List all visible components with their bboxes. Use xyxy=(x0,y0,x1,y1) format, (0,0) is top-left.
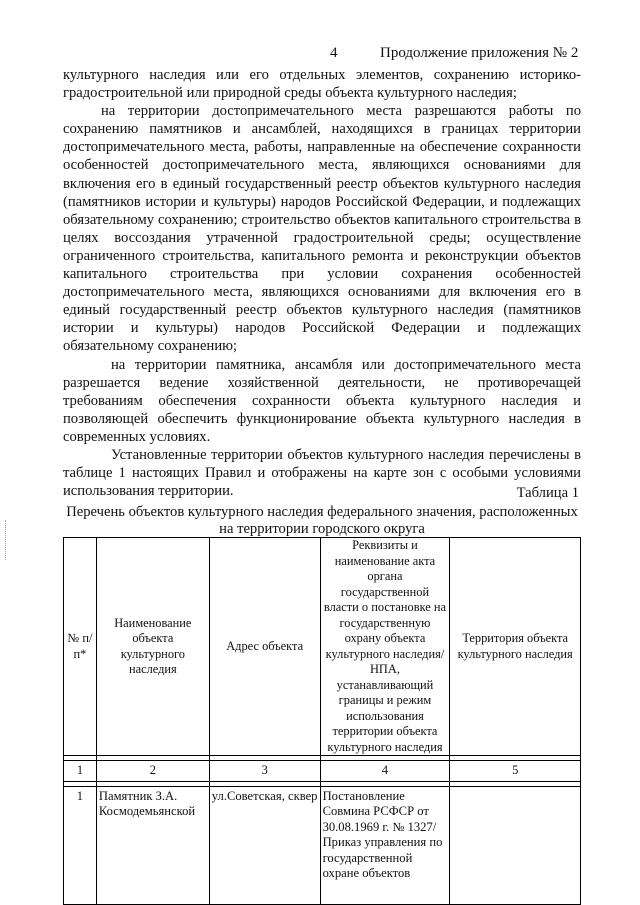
header-cell-act: Реквизиты и наименование акта органа государственной власти о постановке на государственную охрану объекта культурного наследия/ НПА, устанавливающий границы и режим использования территории объекта культурного наследия xyxy=(320,538,450,756)
paragraph-1: культурного наследия или его отдельных элементов, сохранению историко-градостроительной или природной среды объекта культурного наследия; xyxy=(63,67,581,102)
row-number-cell: 1 xyxy=(64,786,97,904)
table-title: Перечень объектов культурного наследия федерального значения, расположенных на территории городского округа xyxy=(66,504,578,537)
column-number: 5 xyxy=(450,761,581,782)
object-act-cell: Постановление Совмина РСФСР от 30.08.1969 г. № 1327/ Приказ управления по государственной охране объектов xyxy=(320,786,450,904)
table-header-row xyxy=(64,538,581,756)
object-territory-cell xyxy=(450,786,581,904)
object-address-cell: ул.Советская, сквер xyxy=(209,786,320,904)
body-text xyxy=(63,66,581,500)
appendix-continuation-label: Продолжение приложения № 2 xyxy=(380,45,579,61)
page-number: 4 xyxy=(330,45,338,61)
table-label: Таблица 1 xyxy=(516,485,579,501)
paragraph-3: на территории памятника, ансамбля или достопримечательного места разрешается ведение хозяйственной деятельности, не противоречащей требованиям обеспечения сохранности объекта культурного наследия и позволяющей обеспечить функционирование объекта культурного наследия в современных условиях. xyxy=(63,356,581,445)
column-number: 1 xyxy=(64,761,97,782)
header-cell-address: Адрес объекта xyxy=(209,538,320,756)
header-cell-territory: Территория объекта культурного наследия xyxy=(450,538,581,756)
column-number: 3 xyxy=(209,761,320,782)
header-cell-number: № п/п* xyxy=(64,538,97,756)
column-number: 4 xyxy=(320,761,450,782)
object-name-cell: Памятник З.А. Космодемьянской xyxy=(96,786,209,904)
paragraph-4: Установленные территории объектов культурного наследия перечислены в таблице 1 настоящих Правил и отображены на карте зон с особыми условиями использования территории. xyxy=(63,446,581,500)
table-row xyxy=(64,786,581,904)
column-number-row xyxy=(64,761,581,782)
scan-margin-mark xyxy=(5,520,7,560)
paragraph-2: на территории достопримечательного места разрешаются работы по сохранению памятников и ансамблей, находящихся в границах территории достопримечательного места, работы, направленные на обеспечение сохранности особенностей достопримечательного места, являющихся основаниями для включения его в единый государственный реестр объектов культурного наследия (памятников истории и культуры) народов Российской Федерации, и подлежащих обязательному сохранению; строительство объектов капитального строительства в целях воссоздания утраченной градостроительной среды; осуществление ограниченного строительства, капитального ремонта и реконструкции объектов капитального строительства при условии сохранения особенностей достопримечательного места, являющихся основаниями для включения его в единый государственный реестр объектов культурного наследия (памятников истории и культуры) народов Российской Федерации и подлежащих обязательному сохранению; xyxy=(63,103,581,355)
column-number: 2 xyxy=(96,761,209,782)
header-cell-name: Наименование объекта культурного наследия xyxy=(96,538,209,756)
heritage-objects-table xyxy=(63,537,581,905)
